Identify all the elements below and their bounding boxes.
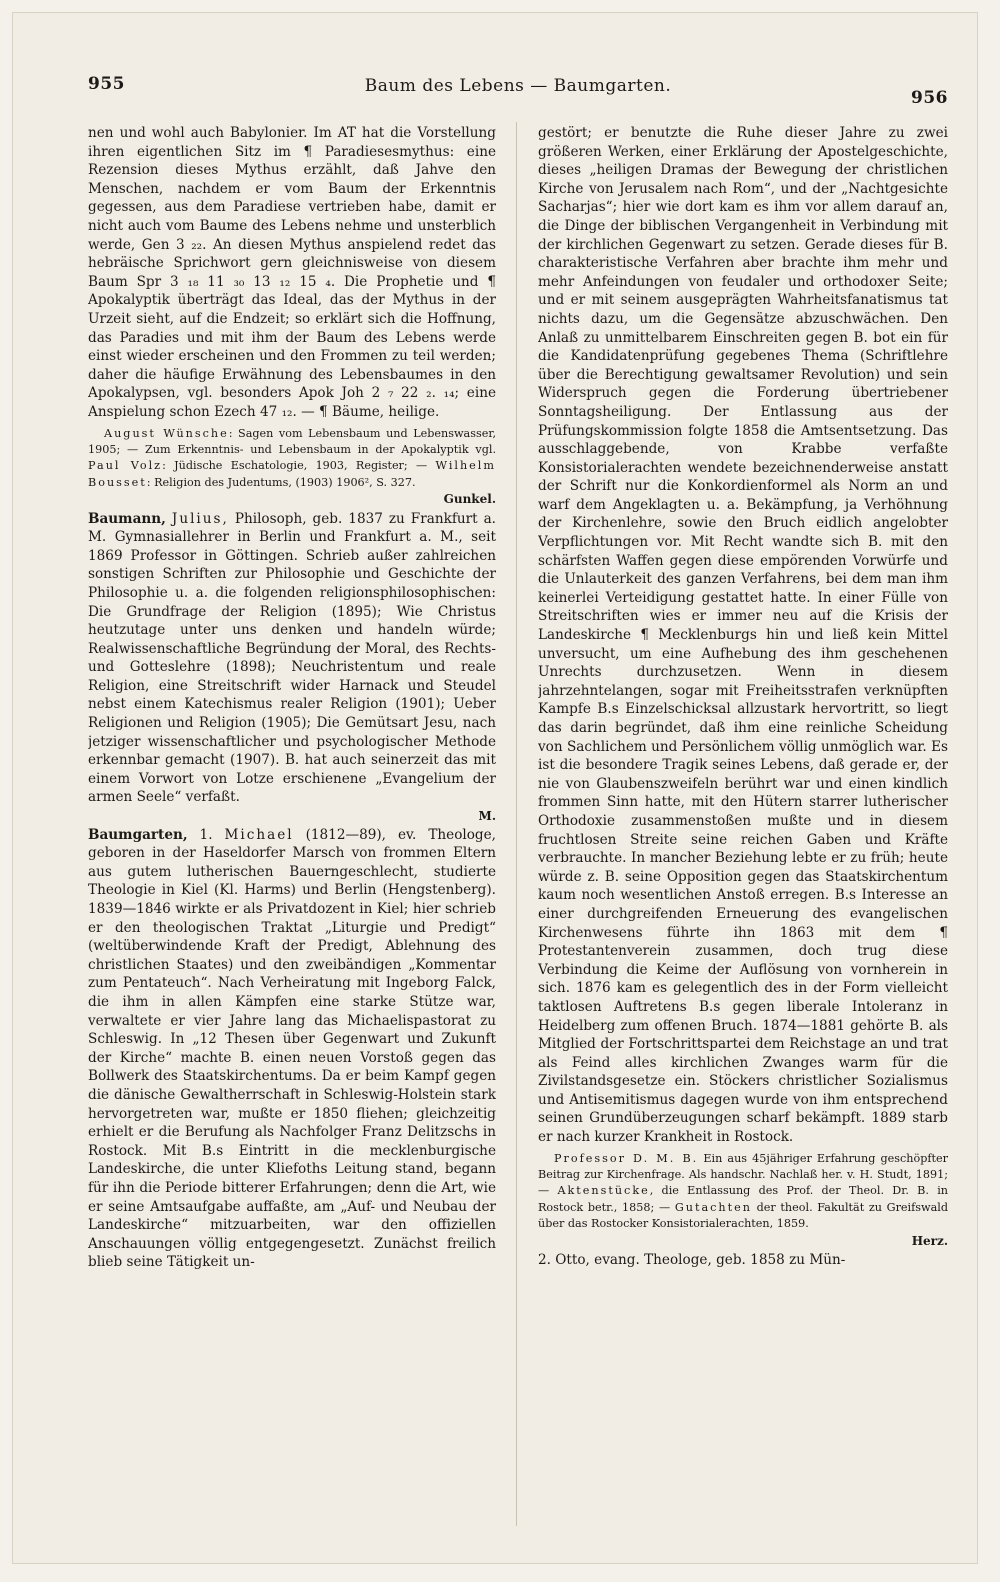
lit-text: : Jüdische Eschatologie, 1903, Register; —: [162, 459, 428, 473]
lit-author: Aktenstücke: [557, 1184, 650, 1198]
lemma: Baumgarten,: [88, 826, 188, 843]
paragraph: 2. Otto, evang. Theologe, geb. 1858 zu Mün-: [538, 1252, 846, 1269]
author-signature: M.: [478, 809, 496, 824]
entry-baumann: [88, 510, 496, 826]
lemma-name: Michael: [224, 826, 294, 843]
author-signature: Gunkel.: [443, 492, 496, 507]
running-title: Baum des Lebens — Baumgarten.: [364, 76, 672, 96]
page-header: [88, 70, 948, 110]
page-number-left: 955: [88, 74, 125, 94]
lit-text: , die Entlassung des Prof. der Theol. Dr. B. in Rostock betr., 1858; —: [538, 1184, 948, 1214]
left-column: [88, 124, 496, 1532]
lit-text: : Religion des Judentums, (1903) 1906², S. 327.: [146, 475, 416, 489]
lit-author: Wilhelm Bousset: [88, 459, 496, 489]
literature-note: [88, 426, 496, 508]
lemma: Baumann,: [88, 510, 166, 527]
lemma-name: Julius,: [171, 510, 229, 527]
lit-author: August Wünsche: [104, 426, 229, 440]
author-signature: Herz.: [911, 1233, 948, 1248]
paragraph: gestört; er benutzte die Ruhe dieser Jahre zu zwei größeren Werken, einer Erklärung der Apostelgeschichte, dieses „heiligen Dramas der Bewegung der christlichen Kirche von Jerusalem nach Rom“, und der „Nachtgesichte Sacharjas“; hier wie dort kam es ihm vor allem darauf an, die Dinge der biblischen Vergangenheit in Verbindung mit der kirchlichen Gegenwart zu setzen. Gerade dieses für B. charakteristische Verfahren aber brachte ihm mehr und mehr Anfeindungen von feudaler und orthodoxer Seite; und er mit seinem ausgeprägten Wahrheitsfanatismus tat nichts dazu, um die Gegensätze abzuschwächen. Den Anlaß zu unmittelbarem Einschreiten gegen B. bot ein für die Kandidatenprüfung gegebenes Thema (Schriftlehre über die Berechtigung gewaltsamer Revolution) und sein Widerspruch gegen die Forderung übertriebener Sonntagsheiligung. Der Entlassung aus der Prüfungskommission folgte 1858 die Amtsentsetzung. Das ausschlaggebende, von Krabbe verfaßte Konsistorialerachten wendete bezeichnenderweise anstatt der Schrift nur die Konkordienformel als Norm an und warf dem Angeklagten u. a. Bekämpfung, ja Verhöhnung der Kirchenlehre, sowie den Bruch eidlich angelobter Verpflichtungen vor. Mit Recht wandte sich B. mit den schärfsten Waffen gegen diese empörenden Vorwürfe und die Unlauterkeit des ganzen Verfahrens, bei dem man ihm keinerlei Verteidigung gestattet hatte. In einer Fülle von Streitschriften wies er immer neu auf die Krisis der Landeskirche ¶ Mecklenburgs hin und ließ kein Mittel unversucht, um eine Aufhebung des ihm geschehenen Unrechts durchzusetzen. Wenn in diesem jahrzehntelangen, sogar mit Freiheitsstrafen verknüpften Kampfe B.s Einzelschicksal allzustark hervortritt, so liegt das darin begründet, daß ihm eine reinliche Scheidung von Sachlichem und Persönlichem völlig unmöglich war. Es ist die besondere Tragik seines Lebens, daß gerade er, der nie von Glaubenszweifeln berührt war und einen kindlich frommen Sinn hatte, mit den Hütern starrer lutherischer Orthodoxie zusammenstoßen mußte und in diesem fruchtlosen Streite seine reichen Gaben und Kräfte verbrauchte. In mancher Beziehung lebte er zu früh; heute würde z. B. seine Opposition gegen das Staatskirchentum kaum noch wesentlichen Anstoß erregen. B.s Interesse an einer durchgreifenden Erneuerung des evangelischen Kirchenwesens führte ihn 1863 mit dem ¶ Protestantenverein zusammen, doch trug diese Verbindung die Keime der Auflösung von vornherein in sich. 1876 kam es gelegentlich des in der Form vielleicht taktlosen Auftretens B.s gegen liberale Intoleranz in Heidelberg zum offenen Bruch. 1874—1881 gehörte B. als Mitglied der Fortschrittspartei dem Reichstage an und trat als Feind alles kirchlichen Zwanges warm für die Zivilstandsgesetze ein. Stöckers christlicher Sozialismus und Antisemitismus dagegen wurde von ihm entsprechend seinen Grundüberzeugungen scharf bekämpft. 1889 starb er nach kurzer Krankheit in Rostock.: [538, 125, 948, 1146]
paragraph: nen und wohl auch Babylonier. Im AT hat die Vorstellung ihren eigentlichen Sitz im ¶ Paradiesesmythus: eine Rezension dieses Mythus erzählt, daß Jahve den Menschen, nachdem er vom Baum der Erkenntnis gegessen, aus dem Paradiese vertrieben habe, damit er nicht auch vom Baume des Lebens nehme und unsterblich werde, Gen 3 ₂₂. An diesen Mythus anspielend redet das hebräische Sprichwort gern gleichnisweise von diesem Baum Spr 3 ₁₈ 11 ₃₀ 13 ₁₂ 15 ₄. Die Prophetie und ¶ Apokalyptik überträgt das Ideal, das der Mythus in der Urzeit sieht, auf die Endzeit; so erklärt sich die Hoffnung, das Paradies und mit ihm der Baum des Lebens werde einst wieder erscheinen und den Frommen zu teil werden; daher die häufige Erwähnung des Lebensbaumes in den Apokalypsen, vgl. besonders Apok Joh 2 ₇ 22 ₂. ₁₄; eine Anspielung schon Ezech 47 ₁₂. — ¶ Bäume, heilige.: [88, 125, 496, 420]
lit-author: Gutachten: [674, 1200, 752, 1214]
literature-note: [538, 1151, 948, 1249]
lit-author: Professor D. M. B.: [554, 1151, 699, 1165]
lit-text: : Sagen vom Lebensbaum und Lebenswasser, 1905; — Zum Erkenntnis- und Lebensbaum in der Apokalyptik vgl.: [88, 426, 496, 456]
column-divider: [516, 122, 517, 1526]
right-column: [538, 124, 948, 1532]
lit-text: der theol. Fakultät zu Greifswald über das Rostocker Konsistorialerachten, 1859.: [538, 1200, 948, 1231]
lit-text: Ein aus 45jähriger Erfahrung geschöpfter Beitrag zur Kirchenfrage. Als handschr. Nachlaß her. v. H. Studt, 1891; —: [538, 1151, 948, 1198]
entry-text: Philosoph, geb. 1837 zu Frankfurt a. M. Gymnasiallehrer in Berlin und Frankfurt a. M., seit 1869 Professor in Göttingen. Schrieb außer zahlreichen sonstigen Schriften zur Philosophie und Geschichte der Philosophie u. a. die folgenden religionsphilosophischen: Die Grundfrage der Religion (1895); Wie Christus heutzutage unter uns denken und handeln würde; Realwissenschaftliche Begründung der Moral, des Rechts- und Gotteslehre (1898); Neuchristentum und reale Religion, eine Streitschrift wider Harnack und Steudel nebst einem Katechismus realer Religion (1901); Ueber Religionen und Religion (1905); Die Gemütsart Jesu, nach jetziger wissenschaftlicher und psychologischer Methode erkennbar gemacht (1907). B. hat auch seinerzeit das mit einem Vorwort von Lotze erschienene „Evangelium der armen Seele“ verfaßt.: [88, 510, 496, 806]
page-number-right: 956: [911, 88, 948, 108]
lemma-number: 1.: [199, 826, 213, 843]
entry-text: (1812—89), ev. Theologe, geboren in der Haseldorfer Marsch von frommen Eltern aus gutem lutherischen Bauerngeschlecht, studierte Theologie in Kiel (Kl. Harms) und Berlin (Hengstenberg). 1839—1846 wirkte er als Privatdozent in Kiel; hier schrieb er den theologischen Traktat „Liturgie und Predigt“ (weltüberwindende Kraft der Predigt, Ablehnung des christlichen Staates) und den zweibändigen „Kommentar zum Pentateuch“. Nach Verheiratung mit Ingeborg Falck, die ihm in allen Kämpfen eine starke Stütze war, verwaltete er vier Jahre lang das Michaelispastorat zu Schleswig. In „12 Thesen über Gegenwart und Zukunft der Kirche“ machte B. einen neuen Vorstoß gegen das Bollwerk des Staatskirchentums. Da er beim Kampf gegen die dänische Gewaltherrschaft in Schleswig-Holstein stark hervorgetreten war, mußte er 1850 fliehen; gleichzeitig erhielt er die Berufung als Nachfolger Franz Delitzschs in Rostock. Mit B.s Eintritt in die mecklenburgische Landeskirche, die unter Kliefoths Leitung stand, begann für ihn die Periode bitterer Erfahrungen; denn die Art, wie er seine Amtsaufgabe auffaßte, am „Auf- und Neubau der Landeskirche“ mitzuarbeiten, war den offiziellen Anschauungen völlig entgegengesetzt. Zunächst freilich blieb seine Tätigkeit un-: [88, 826, 496, 1271]
entry-baumgarten: [88, 826, 496, 1272]
lit-author: Paul Volz: [88, 459, 163, 473]
